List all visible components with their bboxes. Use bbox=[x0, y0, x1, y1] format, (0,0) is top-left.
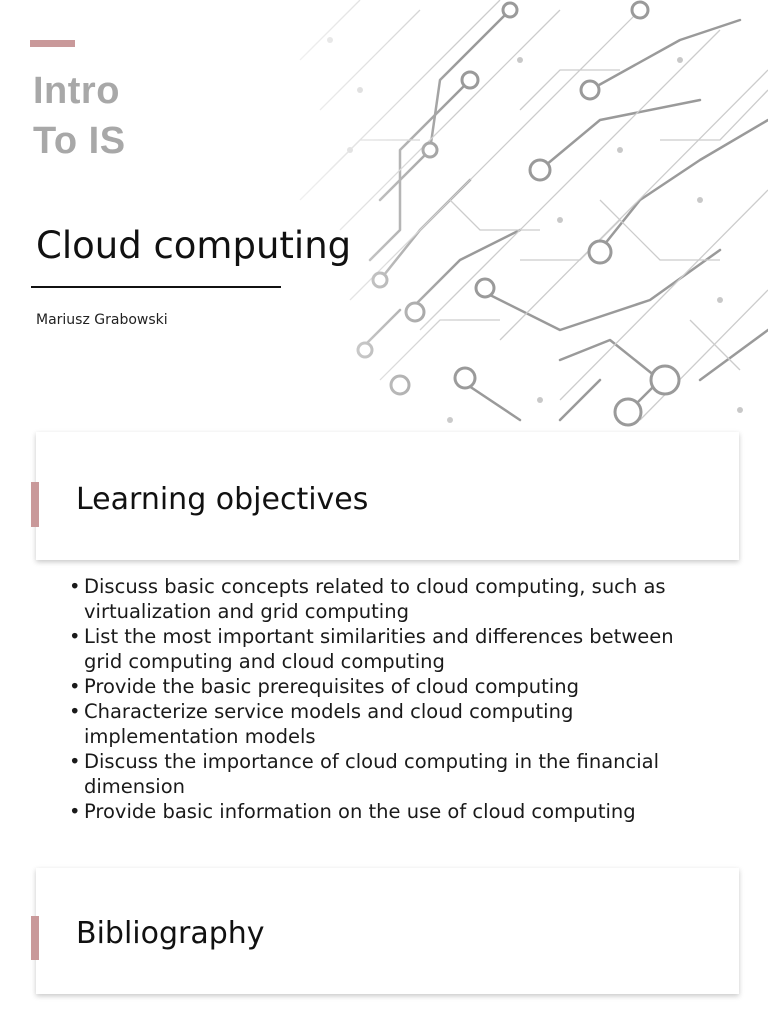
title-slide bbox=[0, 0, 768, 432]
list-item-text: Discuss basic concepts related to cloud computing, such as virtualization and grid computing bbox=[84, 575, 666, 623]
bullet-icon: • bbox=[69, 575, 81, 598]
objectives-list bbox=[66, 574, 716, 824]
bullet-icon: • bbox=[69, 625, 81, 648]
list-item bbox=[66, 799, 716, 824]
list-item bbox=[66, 699, 716, 749]
learning-objectives-slide bbox=[0, 432, 768, 872]
accent-bar bbox=[30, 40, 75, 47]
learning-objectives-heading: Learning objectives bbox=[76, 482, 369, 517]
list-item-text: Discuss the importance of cloud computing in the financial dimension bbox=[84, 750, 660, 798]
list-item bbox=[66, 749, 716, 799]
list-item-text: Provide the basic prerequisites of cloud computing bbox=[84, 675, 579, 698]
list-item bbox=[66, 674, 716, 699]
bibliography-heading: Bibliography bbox=[76, 916, 265, 951]
bullet-icon: • bbox=[69, 675, 81, 698]
slide-title: Cloud computing bbox=[36, 224, 352, 267]
course-label-line-2: To IS bbox=[33, 120, 126, 162]
list-item bbox=[66, 624, 716, 674]
list-item-text: List the most important similarities and differences between grid computing and cloud computing bbox=[84, 625, 674, 673]
list-item-text: Provide basic information on the use of cloud computing bbox=[84, 800, 636, 823]
bullet-icon: • bbox=[69, 800, 81, 823]
bullet-icon: • bbox=[69, 750, 81, 773]
author-name: Mariusz Grabowski bbox=[36, 312, 168, 328]
course-label-line-1: Intro bbox=[33, 70, 120, 112]
bullet-icon: • bbox=[69, 700, 81, 723]
list-item-text: Characterize service models and cloud computing implementation models bbox=[84, 700, 574, 748]
title-divider bbox=[31, 286, 281, 288]
heading-accent-bar bbox=[31, 482, 39, 527]
course-label bbox=[33, 66, 126, 166]
bibliography-slide bbox=[0, 866, 768, 1024]
list-item bbox=[66, 574, 716, 624]
circuit-board-background-image bbox=[0, 0, 768, 432]
heading-accent-bar bbox=[31, 916, 39, 960]
